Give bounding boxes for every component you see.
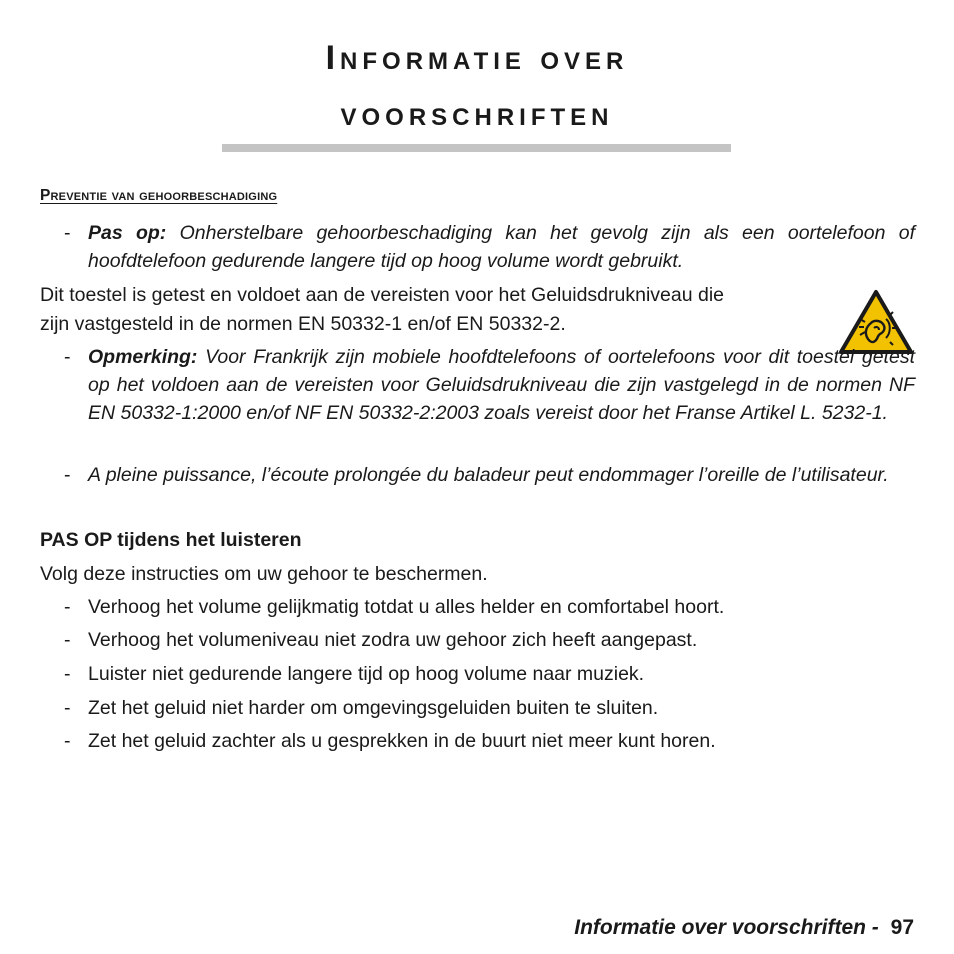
bullet-dash: - [64,697,71,719]
paragraph-standards [40,281,724,339]
page-number: 97 [890,916,914,939]
intro-paragraph: Volg deze instructies om uw gehoor te beschermen. [40,563,488,585]
list-item [40,593,915,621]
bullet-label: Pas op: [88,222,167,244]
bullet-dash: - [64,730,71,752]
bullet-dash: - [64,222,71,244]
bullet-body: A pleine puissance, l’écoute prolongée du baladeur peut endommager l’oreille de l’utilisateur. [88,464,889,486]
bullet-pas-op [40,219,915,275]
bullet-dash: - [64,629,71,651]
page-title [0,30,954,142]
bullet-dash: - [64,596,71,618]
list-item-text: Luister niet gedurende langere tijd op hoog volume naar muziek. [88,663,645,685]
footer-label: Informatie over voorschriften - [574,916,885,939]
list-item-text: Zet het geluid zachter als u gesprekken in de buurt niet meer kunt horen. [88,730,716,752]
page-title-line-1: Informatie over [325,39,629,77]
bullet-dash: - [64,663,71,685]
list-item [40,727,915,755]
list-item-text: Zet het geluid niet harder om omgevingsgeluiden buiten te sluiten. [88,697,659,719]
bullet-label: Opmerking: [88,346,198,368]
bullet-french-warning [40,461,915,489]
bullet-body [88,343,915,427]
bullet-dash: - [64,464,71,486]
bullet-body [88,219,915,275]
page-title-line-2: voorschriften [340,95,614,133]
paragraph-line-2: zijn vastgesteld in de normen EN 50332-1 en/of EN 50332-2. [40,313,566,335]
bullet-dash: - [64,346,71,368]
list-item [40,694,915,722]
list-item [40,626,915,654]
bullet-opmerking [40,343,915,427]
bullet-text: Onherstelbare gehoorbeschadiging kan het gevolg zijn als een oortelefoon of hoofdtelefoon gedurende langere tijd op hoog volume wordt gebruikt. [88,222,915,272]
list-item-text: Verhoog het volume gelijkmatig totdat u alles helder en comfortabel hoort. [88,596,725,618]
bullet-text: Voor Frankrijk zijn mobiele hoofdtelefoons of oortelefoons voor dit toestel getest op het voldoen aan de vereisten voor Geluidsdrukniveau die zijn vastgelegd in de normen NF EN 50332-1:2000 en/of NF EN 50332-2:2003 zoals vereist door het Franse Artikel L. 5232-1. [88,346,915,424]
listening-heading: PAS OP tijdens het luisteren [40,529,302,551]
title-underline-bar [222,144,731,152]
list-item [40,660,915,688]
list-item-text: Verhoog het volumeniveau niet zodra uw gehoor zich heeft aangepast. [88,629,698,651]
section-heading: Preventie van gehoorbeschadiging [40,187,278,204]
paragraph-line-1: Dit toestel is getest en voldoet aan de vereisten voor het Geluidsdrukniveau die [40,284,724,306]
page-footer [574,916,914,940]
